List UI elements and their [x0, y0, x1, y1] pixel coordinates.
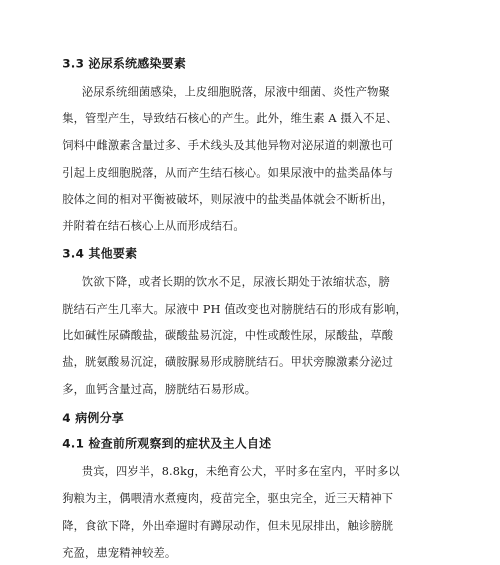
paragraph-line: 引起上皮细胞脱落，从而产生结石核心。如果尿液中的盐类晶体与 — [62, 167, 394, 180]
paragraph-line: 比如碱性尿磷酸盐，碳酸盐易沉淀，中性或酸性尿，尿酸盐，草酸 — [62, 329, 394, 343]
paragraph-line: 泌尿系统细菌感染，上皮细胞脱落，尿液中细菌、炎性产物聚 — [81, 86, 390, 99]
paragraph-line: 贵宾，四岁半，8.8kg，未绝育公犬，平时多在室内，平时多以 — [81, 465, 400, 479]
paragraph-line: 降，食欲下降，外出牵遛时有蹲尿动作，但未见尿排出，触诊膀胱 — [62, 519, 394, 533]
paragraph-line: 胱结石产生几率大。尿液中 PH 值改变也对膀胱结石的形成有影响， — [62, 303, 407, 317]
paragraph-line: 集，管型产生，导致结石核心的产生。此外，维生素 A 摄入不足、 — [62, 112, 398, 126]
section-heading-3-3: 3.3 泌尿系统感染要素 — [62, 57, 187, 71]
section-heading-4: 4 病例分享 — [62, 411, 124, 426]
paragraph-line: 胶体之间的相对平衡被破坏，则尿液中的盐类晶体就会不断析出， — [62, 193, 394, 207]
section-heading-3-4: 3.4 其他要素 — [62, 247, 138, 261]
section-heading-4-1: 4.1 检查前所观察到的症状及主人自述 — [62, 437, 272, 451]
paragraph-line: 饲料中雌激素含量过多、手术线头及其他异物对泌尿道的刺激也可 — [62, 139, 394, 153]
paragraph-line: 并附着在结石核心上从而形成结石。 — [62, 219, 245, 233]
paragraph-line: 多，血钙含量过高，膀胱结石易形成。 — [62, 383, 257, 397]
paragraph-line: 充盈，患宠精神较差。 — [62, 547, 177, 560]
paragraph-line: 狗粮为主，偶喂清水煮瘦肉，疫苗完全，驱虫完全，近三天精神下 — [62, 492, 394, 506]
paragraph-line: 饮欲下降，或者长期的饮水不足，尿液长期处于浓缩状态，膀 — [81, 276, 390, 289]
paragraph-line: 盐，胱氨酸易沉淀，磺胺脲易形成膀胱结石。甲状旁腺激素分泌过 — [62, 356, 394, 370]
